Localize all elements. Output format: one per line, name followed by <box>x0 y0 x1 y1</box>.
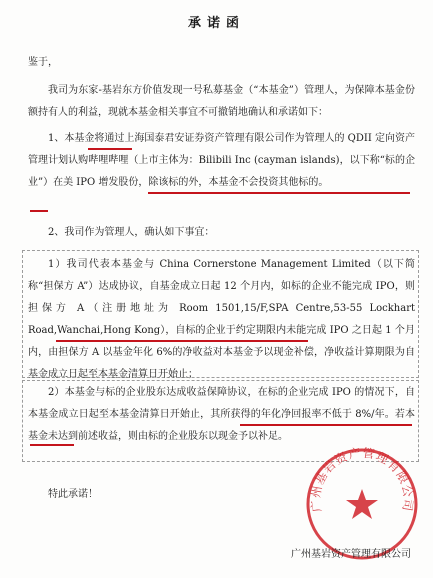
red-underline <box>88 148 132 150</box>
red-underline <box>148 192 410 194</box>
intro-paragraph: 我司为东家-基岩东方价值发现一号私募基金（“本基金”）管理人，为保障本基金份额持有人的利益，现就本基金相关事宜不可撤销地确认和承诺如下： <box>28 85 415 118</box>
red-underline <box>30 210 48 212</box>
commitment-item-2-2: 2）本基金与标的企业股东达成收益保障协议，在标的企业完成 IPO 的情况下，自本基金成立日起至本基金清算日开始止，其所获得的年化净回报率不低于 8%/年。若本基金未达到前述收益，则由标的企业股东以现金予以补足。 <box>28 387 415 442</box>
section-2-heading: 2、我司作为管理人，确认如下事宜： <box>48 227 215 238</box>
red-underline <box>30 444 74 446</box>
seal-text: 广州基岩资产管理有限公司 <box>308 445 416 513</box>
page-title: 承诺函 <box>187 16 245 31</box>
commitment-item-1: 1、本基金将通过上海国泰君安证券资产管理有限公司作为管理人的 QDII 定向资产管理计划认购哔哩哔哩（上市主体为：Bilibili Inc (cayman islands)，以下称“标的企业”）在美 IPO 增发股份，除该标的外，本基金不会投资其他标的。 <box>28 133 415 188</box>
red-underline <box>240 424 412 426</box>
commitment-item-2-1: 1）我司代表本基金与 China Cornerstone Management Limited（以下简称“担保方 A”）达成协议，自基金成立日起 12 个月内，如标的企业不能完成 IPO，则担保方 A（注册地址为 Room 1501,15/F,SPA Centre,53-55 Lockhart Road,Wanchai,Hong Kong），自标的企业于约定期限内未能完成 IPO 之日起 1 个月内，由担保方 A 以基金年化 6%的净收益对本基金予以现金补偿，净收益计算期限为自基金成立日起至本基金清算日开始止； <box>28 259 415 380</box>
red-underline <box>56 340 308 342</box>
closing-line: 特此承诺！ <box>48 489 98 500</box>
company-seal-icon <box>302 444 422 564</box>
signer-company: 广州基岩资产管理有限公司 <box>291 549 411 560</box>
greeting: 鉴于， <box>28 57 58 68</box>
